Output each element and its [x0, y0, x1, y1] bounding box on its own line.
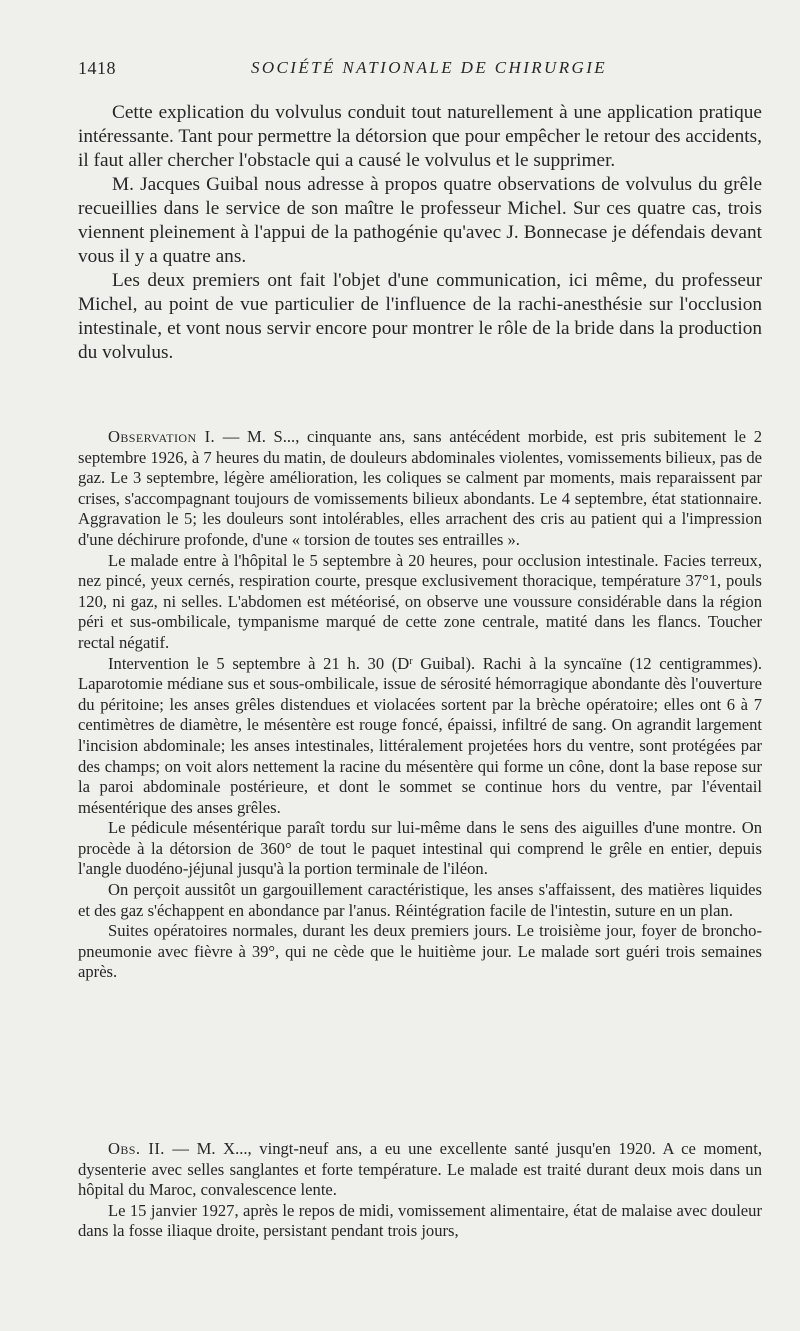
observation-2	[78, 1139, 762, 1242]
doctor-abbrev-sup: r	[409, 655, 413, 667]
paragraph-explication: Cette explication du volvulus conduit tout naturellement à une application pratique intéressante. Tant pour permettre la détorsion que pour empêcher le retour des accidents, il faut aller chercher l'obstacle qui a causé le volvulus et le supprimer.	[78, 102, 762, 171]
intervention-text-end: Guibal). Rachi à la syncaïne (12 centigrammes). Laparotomie médiane sus et sous-ombilicale, issue de sérosité hémorragique abondante dès l'ouverture du péritoine; les anses grêles distendues et violacées sortent par la brèche opératoire; elles ont 6 à 7 centimètres de diamètre, le mésentère est rouge foncé, épaissi, infiltré de sang. On agrandit largement l'incision abdominale; les anses intestinales, littéralement projetées hors du ventre, sont protégées par des champs; on voit alors nettement la racine du mésentère qui forme un cône, dont la base repose sur la paroi abdominale postérieure, et dont le sommet se continue hors du ventre, par l'éventail mésentérique des anses grêles.	[78, 653, 762, 817]
observation-2-label: Obs. II.	[108, 1139, 165, 1158]
observation-1-label: Observation I.	[108, 427, 216, 446]
observation-1-reintegration: On perçoit aussitôt un gargouillement caractéristique, les anses s'affaissent, des matières liquides et des gaz s'échappent en abondance par l'anus. Réintégration facile de l'intestin, suture en un plan.	[78, 880, 762, 920]
observation-1-intro	[78, 427, 762, 551]
paragraph-guibal: M. Jacques Guibal nous adresse à propos quatre observations de volvulus du grêle recueillies dans le service de son maître le professeur Michel. Sur ces quatre cas, trois viennent pleinement à l'appui de la pathogénie qu'avec J. Bonnecase je défendais devant vous il y a quatre ans.	[78, 174, 762, 267]
page-number: 1418	[78, 58, 116, 78]
observation-1-admission: Le malade entre à l'hôpital le 5 septembre à 20 heures, pour occlusion intestinale. Facies terreux, nez pincé, yeux cernés, respiration courte, presque exclusivement thoracique, température 37°1, pouls 120, ni gaz, ni selles. L'abdomen est météorisé, on observe une voussure considérable dans la région péri et sus-ombilicale, tympanisme marqué de cette zone centrale, matité dans les flancs. Toucher rectal négatif.	[78, 550, 762, 652]
running-head: SOCIÉTÉ NATIONALE DE CHIRURGIE	[250, 58, 608, 77]
observation-2-janvier: Le 15 janvier 1927, après le repos de midi, vomissement alimentaire, état de malaise avec douleur dans la fosse iliaque droite, persistant pendant trois jours,	[78, 1200, 762, 1241]
observation-1-suites: Suites opératoires normales, durant les deux premiers jours. Le troisième jour, foyer de broncho-pneumonie avec fièvre à 39°, qui ne cède que le huitième jour. Le malade sort guéri trois semaines après.	[78, 921, 762, 982]
observation-2-intro-text: — M. X..., vingt-neuf ans, a eu une excellente santé jusqu'en 1920. A ce moment, dysenterie avec selles sanglantes et forte température. Le malade est traité durant deux mois dans un hôpital du Maroc, convalescence lente.	[78, 1139, 762, 1200]
observation-1-intro-text: — M. S..., cinquante ans, sans antécédent morbide, est pris subitement le 2 septembre 1926, à 7 heures du matin, de douleurs abdominales violentes, vomissements bilieux, pas de gaz. Le 3 septembre, légère amélioration, les coliques se calment par moments, mais reparaissent par crises, s'accompagnant toujours de vomissements bilieux abondants. Le 4 septembre, état stationnaire. Aggravation le 5; les douleurs sont intolérables, elles arrachent des cris au patient qui a l'impression d'une déchirure profonde, d'une « torsion de toutes ses entrailles ».	[78, 427, 762, 549]
main-text	[78, 101, 762, 365]
observation-2-intro	[78, 1139, 762, 1201]
page-header	[78, 56, 760, 84]
observation-1-detorsion: Le pédicule mésentérique paraît tordu sur lui-même dans le sens des aiguilles d'une montre. On procède à la détorsion de 360° de tout le paquet intestinal qui comprend le grêle en entier, depuis l'angle duodéno-jéjunal jusqu'à la portion terminale de l'iléon.	[78, 818, 762, 879]
observation-1-intervention	[78, 654, 762, 819]
observation-1	[78, 427, 762, 983]
paragraph-premiers-cas: Les deux premiers ont fait l'objet d'une communication, ici même, du professeur Michel, au point de vue particulier de l'influence de la rachi-anesthésie sur l'occlusion intestinale, et vont nous servir encore pour montrer le rôle de la bride dans la production du volvulus.	[78, 270, 762, 363]
intervention-text-start: Intervention le 5 septembre à 21 h. 30 (D	[108, 653, 410, 673]
